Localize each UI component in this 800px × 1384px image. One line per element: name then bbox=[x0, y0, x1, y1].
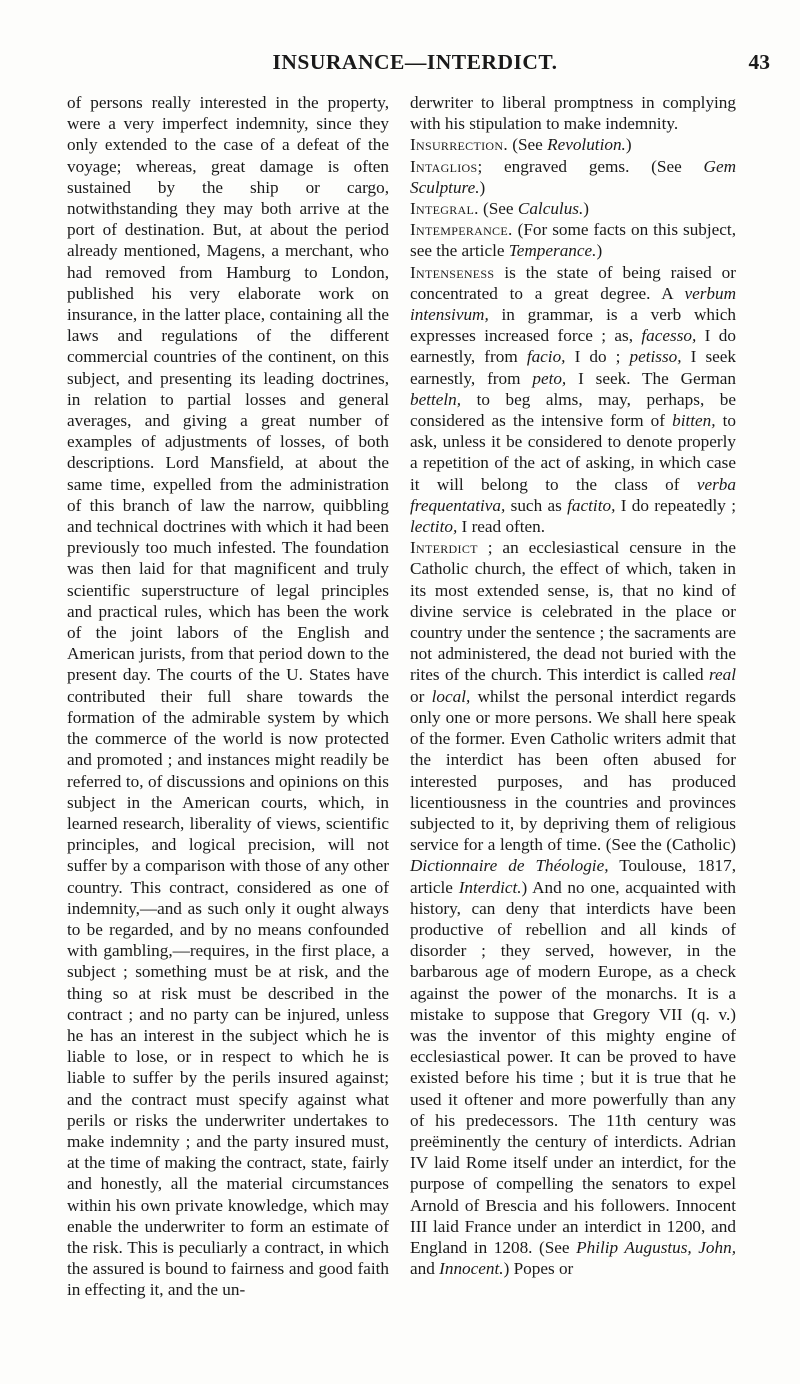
cross-reference: Calculus. bbox=[517, 199, 584, 219]
entry-head: Intenseness bbox=[410, 262, 495, 282]
insurance-continuation-paragraph: of persons really interested in the property, were a very imperfect indemnity, since they only extended to the case of a defeat of the voyage; whereas, great damage is often sustained by the ship or cargo, notwithstanding they may both arrive at the port of destination. But, at about the period already mentioned, Magens, a merchant, who had removed from Hamburg to London, published his very elaborate work on insurance, in the latter place, containing all the laws and regulations of the different commercial countries of the continent, on this subject, and presenting its leading doctrines, in relation to partial losses and general averages, and giving a great number of examples of adjustments of losses, of both descriptions. Lord Mansfield, at about the same time, expelled from the administration of this branch of law the narrow, quibbling and technical doctrines with which it had been previously too much infested. The foundation was then laid for that magnificent and truly scientific superstructure of legal principles and practical rules, which has been the work of the joint labors of the English and American jurists, from that period down to the present day. The courts of the U. States have contributed their full share towards the formation of the admirable system by which the commerce of the world is now protected and promoted ; and instances might readily be referred to, of discussions and opinions on this subject in the American courts, which, in learned research, liberality of views, scientific principles, and logical precision, will not suffer by a comparison with those of any other country. This contract, considered as one of indemnity,—and as such only it ought always to be regarded, and by no means confounded with gambling,—requires, in the first place, a subject ; something must be at risk, and the thing so at risk must be described in the contract ; and no party can be injured, unless he has an interest in the subject which he is liable to lose, or in respect to which he is liable to suffer by the perils insured against; and the contract must specify against what perils or risks the underwriter undertakes to make indemnity ; and the party insured must, at the time of making the contract, state, fairly and honestly, all the material circumstances within his own private knowledge, which may enable the underwriter to form an estimate of the risk. This is peculiarly a contract, in which the assured is bound to fairness and good faith in effecting it, and the un- bbox=[67, 93, 389, 1300]
entry-head: Interdict bbox=[410, 538, 478, 558]
right-column bbox=[410, 92, 736, 1279]
entry-interdict: Interdict ; an ecclesiastical censure in the Catholic church, the effect of which, taken in its most extended sense, is, that no kind of divine service is celebrated in the place or country under the sentence ; the sacraments are not administered, the dead not buried with the rites of the church. This interdict is called real or local, whilst the personal interdict regards only one or more persons. We shall here speak of the former. Even Catholic writers admit that the interdict has been often abused for interested purposes, and has produced licentiousness in the countries and provinces subjected to it, by depriving them of religious service for a length of time. (See the (Catholic) Dictionnaire de Théologie, Toulouse, 1817, article Interdict.) And no one, acquainted with history, can deny that interdicts have been productive of rebellion and all kinds of disorder ; they served, however, in the barbarous age of modern Europe, as a check against the power of the monarchs. It is a mistake to suppose that Gregory VII (q. v.) was the inventor of this mighty engine of ecclesiastical power. It can be proved to have existed before his time ; but it is true that he used it oftener and more powerfully than any of his predecessors. The 11th century was preëminently the century of interdicts. Adrian IV laid Rome itself under an interdict, for the purpose of compelling the senators to expel Arnold of Brescia and his followers. Innocent III laid France under an interdict in 1200, and England in 1208. (See Philip Augustus, John, and Innocent.) Popes or bbox=[410, 538, 737, 1279]
entry-integral: Integral. (See Calculus.) bbox=[410, 199, 590, 219]
insurance-continuation-end: derwriter to liberal promptness in complying with his stipulation to make indemnity. bbox=[410, 93, 736, 134]
entry-head: Integral. bbox=[410, 199, 479, 219]
left-column bbox=[67, 92, 389, 1301]
cross-reference: Revolution. bbox=[547, 135, 626, 155]
entry-head: Intemperance. bbox=[410, 220, 513, 240]
entry-intemperance: Intemperance. (For some facts on this subject, see the article Temperance.) bbox=[410, 220, 736, 261]
page-number: 43 bbox=[748, 50, 770, 74]
entry-insurrection: Insurrection. (See Revolution.) bbox=[410, 135, 632, 155]
entry-head: Intaglios bbox=[410, 156, 478, 176]
entry-intaglios: Intaglios; engraved gems. (See Gem Sculpture.) bbox=[410, 156, 736, 197]
cross-reference: Gem Sculpture. bbox=[410, 156, 736, 197]
entry-head: Insurrection. bbox=[410, 135, 508, 155]
page-header bbox=[60, 50, 770, 80]
cross-reference: Temperance. bbox=[508, 241, 597, 261]
entry-intenseness: Intenseness is the state of being raised or concentrated to a great degree. A verbum intensivum, in grammar, is a verb which expresses increased force ; as, facesso, I do earnestly, from facio, I do ; petisso, I seek earnestly, from peto, I seek. The German betteln, to beg alms, may, perhaps, be considered as the intensive form of bitten, to ask, unless it be considered to denote properly a repetition of the act of asking, in which case it will belong to the class of verba frequentativa, such as factito, I do repeatedly ; lectito, I read often. bbox=[410, 262, 737, 537]
running-head: INSURANCE—INTERDICT. bbox=[272, 50, 558, 74]
